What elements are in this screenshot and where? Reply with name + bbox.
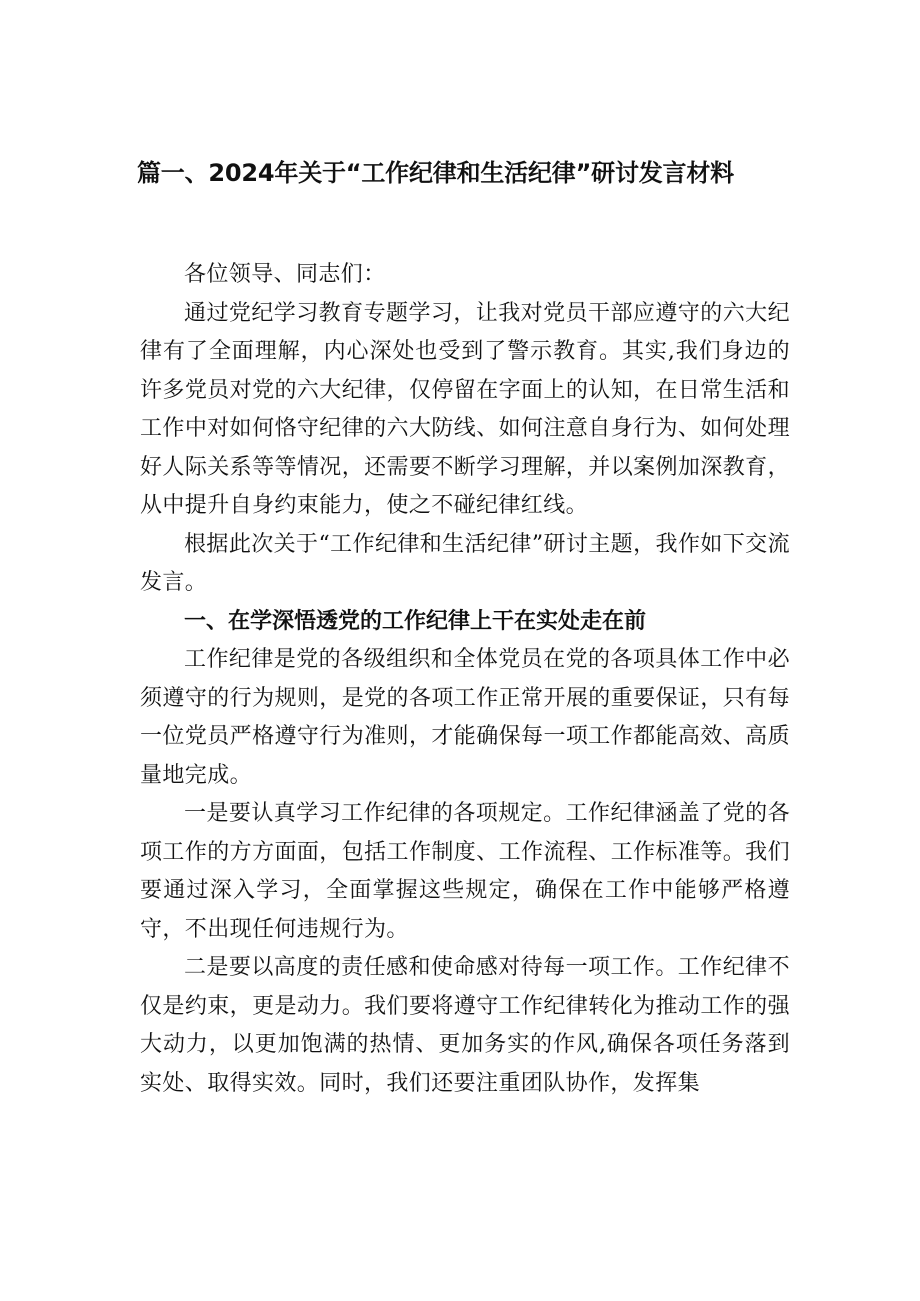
document-body bbox=[140, 256, 790, 1103]
section-1-paragraph-3: 二是要以高度的责任感和使命感对待每一项工作。工作纪律不仅是约束，更是动力。我们要将遵守工作纪律转化为推动工作的强大动力，以更加饱满的热情、更加务实的作风,确保各项任务落到实处、取得实效。同时，我们还要注重团队协作，发挥集 bbox=[140, 955, 790, 1096]
intro-paragraph-2: 根据此次关于“工作纪律和生活纪律”研讨主题，我作如下交流发言。 bbox=[140, 531, 790, 595]
document-title: 篇一、2024年关于“工作纪律和生活纪律”研讨发言材料 bbox=[137, 159, 734, 187]
intro-paragraph-1: 通过党纪学习教育专题学习，让我对党员干部应遵守的六大纪律有了全面理解，内心深处也受到了警示教育。其实,我们身边的许多党员对党的六大纪律，仅停留在字面上的认知，在日常生活和工作中对如何恪守纪律的六大防线、如何注意自身行为、如何处理好人际关系等等情况，还需要不断学习理解，并以案例加深教育，从中提升自身约束能力，使之不碰纪律红线。 bbox=[140, 300, 790, 518]
section-1-paragraph-2: 一是要认真学习工作纪律的各项规定。工作纪律涵盖了党的各项工作的方方面面，包括工作制度、工作流程、工作标准等。我们要通过深入学习，全面掌握这些规定，确保在工作中能够严格遵守，不出现任何违规行为。 bbox=[140, 801, 790, 942]
greeting: 各位领导、同志们： bbox=[184, 262, 386, 287]
section-1-heading: 一、在学深悟透党的工作纪律上干在实处走在前 bbox=[184, 608, 647, 634]
section-1-paragraph-1: 工作纪律是党的各级组织和全体党员在党的各项具体工作中必须遵守的行为规则，是党的各项工作正常开展的重要保证，只有每一位党员严格遵守行为准则，才能确保每一项工作都能高效、高质量地完成。 bbox=[140, 647, 790, 788]
